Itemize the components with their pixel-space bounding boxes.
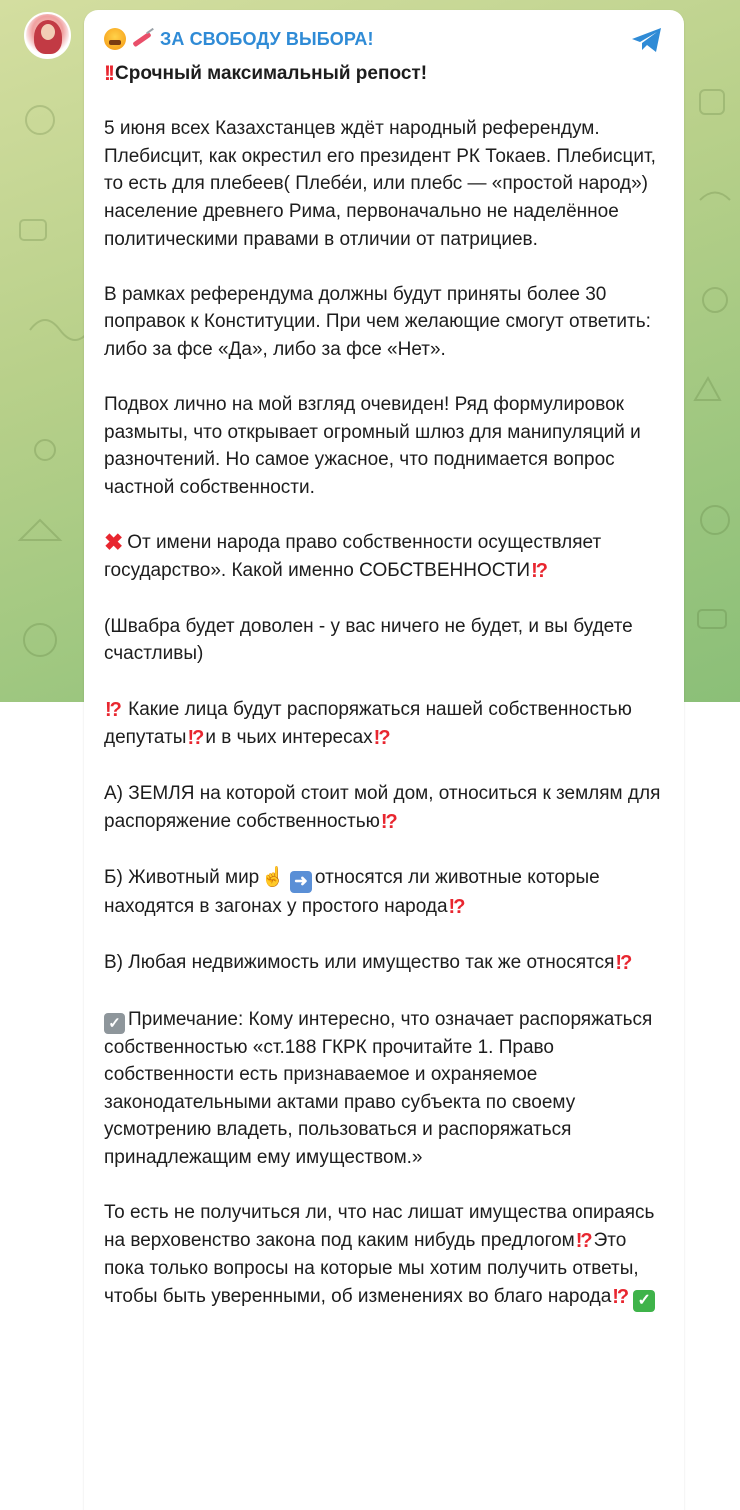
paragraph-10 — [104, 1006, 670, 1172]
headline-text: Срочный максимальный репост! — [115, 63, 428, 84]
exclamation-question-icon: !? — [531, 559, 546, 582]
exclamation-question-icon: !? — [612, 1285, 628, 1308]
paragraph-8-text-b: относятся ли животные которые находятся в загонах у простого народа — [104, 867, 600, 918]
exclamation-question-icon: !? — [380, 811, 396, 834]
paragraph-6-text-a: Какие лица будут распоряжаться нашей собственностью депутаты — [104, 698, 632, 749]
headline-paragraph — [104, 60, 670, 88]
paragraph-3: Подвох лично на мой взгляд очевиден! Ряд формулировок размыты, что открывает огромный шлюз для манипуляций и разночтений. Но самое ужасное, что поднимается вопрос частной собственности. — [104, 394, 641, 498]
paragraph-9-text: В) Любая недвижимость или имущество так же относятся — [104, 952, 615, 974]
channel-title[interactable]: ЗА СВОБОДУ ВЫБОРА! — [160, 28, 374, 49]
right-arrow-icon: ➜ — [290, 871, 312, 893]
paragraph-11 — [104, 1199, 670, 1312]
double-exclamation-icon: !! — [104, 62, 112, 85]
exclamation-question-icon: !? — [187, 727, 203, 750]
paragraph-7-text: А) ЗЕМЛЯ на которой стоит мой дом, относиться к землям для распоряжение собственностью — [104, 783, 661, 833]
exclamation-question-icon: !? — [575, 1229, 591, 1252]
exclamation-question-icon: !? — [373, 727, 389, 750]
pointing-up-icon: ☝ — [261, 867, 285, 889]
paragraph-9 — [104, 949, 670, 978]
telegram-plane-icon[interactable] — [630, 26, 664, 54]
message-header — [104, 24, 374, 54]
check-box-icon: ✓ — [104, 1013, 125, 1034]
syringe-icon — [130, 28, 156, 50]
message-text — [104, 60, 670, 1340]
paragraph-8-text-a: Б) Животный мир — [104, 867, 260, 889]
cross-mark-icon: ✖ — [104, 529, 124, 556]
paragraph-8 — [104, 864, 670, 922]
paragraph-11-text-a: То есть не получиться ли, что нас лишат имущества опираясь на верховенство закона под каким нибудь предлогом — [104, 1202, 655, 1251]
exclamation-question-icon: !? — [448, 896, 464, 919]
paragraph-6 — [104, 696, 670, 753]
paragraph-4 — [104, 529, 670, 585]
paragraph-10-text: Примечание: Кому интересно, что означает распоряжаться собственностью «ст.188 ГКРК прочитайте 1. Право собственности есть признаваемое и охраняемое законодательными актами право субъекта по своему усмотрению владеть, пользоваться и распоряжаться принадлежащим ему имуществом.» — [104, 1008, 653, 1168]
exclamation-question-icon: !? — [615, 952, 631, 975]
paragraph-7 — [104, 780, 670, 836]
paragraph-2: В рамках референдума должны будут приняты более 30 поправок к Конституции. При чем желающие смогут ответить: либо за фсе «Да», либо за фсе «Нет». — [104, 283, 651, 360]
exclamation-question-icon: !? — [105, 698, 120, 721]
channel-avatar[interactable] — [24, 12, 71, 59]
paragraph-4-text: От имени народа право собственности осуществляет государство». Какой именно СОБСТВЕННОСТИ — [104, 532, 602, 581]
green-check-icon: ✓ — [633, 1290, 655, 1312]
paragraph-1: 5 июня всех Казахстанцев ждёт народный референдум. Плебисцит, как окрестил его президент РК Токаев. Плебисцит, то есть для плебеев( Плебе́и, или плебс — «простой народ») население древнего Рима, первоначально не наделённое политическими правами в отличии от патрициев. — [104, 118, 656, 250]
paragraph-11-text-b: Это пока только вопросы на которые мы хотим получить ответы, чтобы быть уверенными, об изменениях во благо народа — [104, 1229, 639, 1307]
message-bubble — [84, 10, 684, 1510]
paragraph-5: (Швабра будет доволен - у вас ничего не будет, и вы будете счастливы) — [104, 615, 633, 665]
angry-face-icon — [104, 28, 126, 50]
avatar-face — [41, 24, 55, 40]
paragraph-6-text-b: и в чьих интересах — [205, 727, 373, 749]
